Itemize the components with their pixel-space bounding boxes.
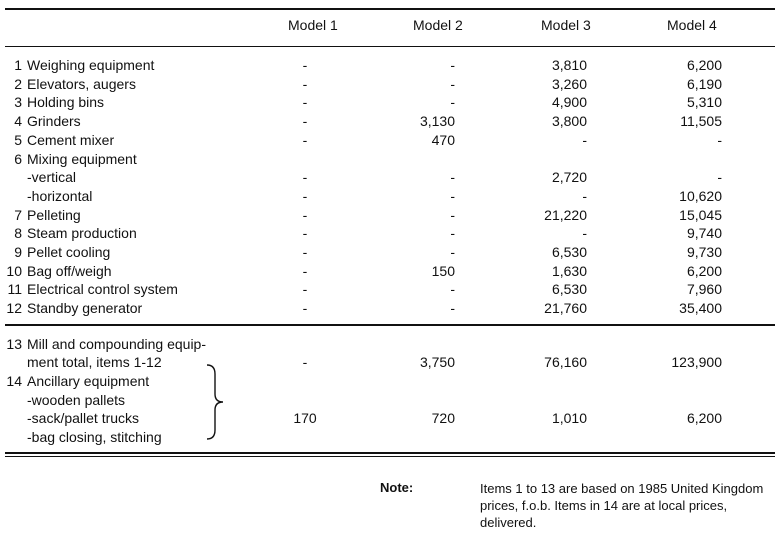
cell-model-3: - [582,187,587,204]
header-model-3: Model 3 [541,17,591,33]
cell-model-2: 470 [431,131,455,148]
cell-model-1: - [302,281,308,298]
cell-model-4: 6,200 [686,262,722,279]
row-number: 11 [7,281,22,298]
cell-model-3: 21,760 [544,300,587,317]
table-row-ancillary [0,372,782,390]
row-label: -vertical [27,169,77,186]
table-row [0,112,782,130]
table-row [0,56,782,74]
cell-model-2: 3,750 [419,354,455,370]
cell-model-1: 170 [293,410,317,426]
cell-model-2: - [450,244,455,260]
cell-model-4: 35,400 [679,300,722,317]
cell-model-4: 7,960 [686,281,722,298]
note-text: Items 1 to 13 are based on 1985 United Kingdom prices, f.o.b. Items in 14 are at local prices, delivered. [480,481,764,530]
table-row [0,75,782,93]
top-rule [5,8,775,10]
row-number: 12 [6,300,22,317]
table-row [0,224,782,242]
table-row [0,280,782,298]
cell-model-3: 76,160 [544,354,587,370]
row-number: 2 [14,75,22,92]
row-label: Steam production [27,225,137,242]
right-brace-icon [203,362,225,442]
row-number: 5 [14,131,22,148]
cell-model-1: - [302,94,308,111]
cell-model-3: 1,010 [551,410,587,426]
row-number: 14 [6,373,22,389]
header-rule [5,46,775,47]
bottom-rule-thin [5,456,775,457]
row-label: Holding bins [27,94,105,111]
cell-model-1: - [302,244,308,260]
table-row [0,168,782,186]
cell-model-2: - [450,281,455,298]
cell-model-4: 15,045 [679,206,722,223]
header-model-1: Model 1 [288,17,338,33]
cell-model-3: 2,720 [551,169,587,186]
cell-model-2: - [450,75,455,92]
header-model-2: Model 2 [413,17,463,33]
row-label: Mill and compounding equip- [27,336,206,352]
cell-model-1: - [302,169,308,186]
row-number: 1 [14,57,22,73]
row-label: -wooden pallets [27,392,126,408]
cell-model-4: 11,505 [680,113,722,130]
row-label: Grinders [27,113,81,130]
cell-model-1: - [302,131,308,148]
row-label: Standby generator [27,300,143,317]
row-label: Ancillary equipment [27,373,150,389]
row-number: 3 [14,94,22,111]
row-label: -sack/pallet trucks [27,410,140,426]
table-row [0,262,782,280]
cell-model-1: - [302,206,308,223]
table-row-ancillary-item [0,391,782,409]
cell-model-4: - [717,169,722,186]
table-row-ancillary-item [0,428,782,446]
cell-model-1: - [302,113,308,130]
cell-model-3: 6,530 [551,244,587,260]
cell-model-3: 1,630 [551,262,587,279]
cell-model-2: - [450,206,455,223]
cell-model-4: 6,190 [686,75,722,92]
cell-model-3: 3,800 [551,113,587,130]
cell-model-2: - [450,57,455,73]
cell-model-2: - [450,225,455,242]
table-row [0,131,782,149]
row-label: Weighing equipment [27,57,155,73]
row-label: Elevators, augers [27,75,136,92]
cell-model-1: - [302,75,308,92]
table-row [0,93,782,111]
cell-model-1: - [302,187,308,204]
cell-model-4: - [717,131,722,148]
row-label: Electrical control system [27,281,178,298]
table-row [0,187,782,205]
cell-model-4: 6,200 [686,57,722,73]
cell-model-1: - [302,225,308,242]
total-rule [5,324,775,326]
row-number: 7 [14,206,22,223]
cell-model-3: 4,900 [551,94,587,111]
table-row [0,243,782,261]
cell-model-1: - [302,354,308,370]
row-label: Cement mixer [27,131,115,148]
cell-model-1: - [302,57,308,73]
cell-model-4: 10,620 [679,187,722,204]
table-row [0,206,782,224]
cell-model-3: 6,530 [551,281,587,298]
header-model-4: Model 4 [667,17,717,33]
cell-model-2: - [450,300,455,317]
cell-model-3: 21,220 [544,206,587,223]
row-label: -horizontal [27,187,93,204]
table-row [0,299,782,317]
table-row-total-cont [0,353,782,371]
row-number: 4 [14,113,22,130]
bottom-rule [5,452,775,454]
cell-model-1: - [302,262,308,279]
cell-model-2: 150 [431,262,455,279]
table-row-ancillary-item [0,409,782,427]
cell-model-4: 6,200 [686,410,722,426]
cell-model-2: 3,130 [419,113,455,130]
row-number: 10 [6,262,22,279]
cell-model-4: 123,900 [671,354,722,370]
cell-model-2: - [450,94,455,111]
cell-model-4: 5,310 [686,94,722,111]
table-row-total [0,335,782,353]
row-number: 8 [14,225,22,242]
cell-model-4: 9,730 [686,244,722,260]
cell-model-2: - [450,169,455,186]
row-label: Pellet cooling [27,244,111,260]
cell-model-2: 720 [431,410,455,426]
row-label: Bag off/weigh [27,262,112,279]
row-number: 6 [14,150,22,167]
row-label: ment total, items 1-12 [27,354,162,370]
cell-model-3: 3,810 [551,57,587,73]
row-label: -bag closing, stitching [27,429,162,445]
row-label: Mixing equipment [27,150,137,167]
cell-model-1: - [302,300,308,317]
cell-model-3: - [582,225,587,242]
table-row [0,150,782,168]
row-number: 9 [14,244,22,260]
cell-model-3: - [582,131,587,148]
row-label: Pelleting [27,206,81,223]
row-number: 13 [6,336,22,352]
cell-model-4: 9,740 [686,225,722,242]
note-label: Note: [380,480,414,495]
cell-model-2: - [450,187,455,204]
cell-model-3: 3,260 [551,75,587,92]
